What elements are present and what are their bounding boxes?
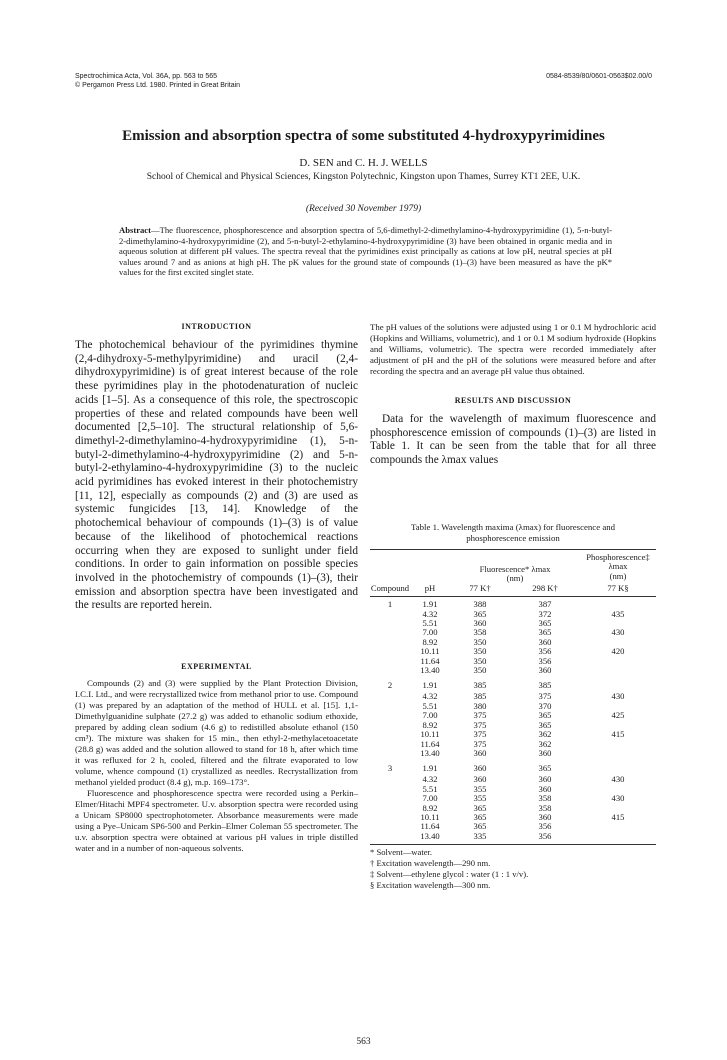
compound-header: Compound — [370, 582, 410, 593]
table-cell: 358 — [538, 802, 552, 813]
table-cell: 430 — [611, 691, 625, 702]
table-cell — [580, 758, 656, 775]
table-cell: 387 — [538, 599, 552, 610]
table-cell: 11.64 — [420, 738, 440, 749]
table-cell: 13.40 — [420, 747, 440, 758]
phosphorescence-header — [580, 553, 656, 584]
table-cell: 8.92 — [422, 719, 438, 730]
table-cell — [370, 749, 410, 758]
journal-citation — [75, 72, 240, 90]
results-heading: RESULTS AND DISCUSSION — [454, 396, 572, 405]
table-cell: 430 — [611, 627, 625, 638]
table-cell: 7.00 — [422, 793, 438, 804]
table-header — [370, 553, 656, 593]
table-cell: 11.64 — [420, 821, 440, 832]
table-header-rule — [370, 596, 656, 597]
table-cell: 365 — [538, 710, 552, 721]
received-date: (Received 30 November 1979) — [305, 204, 422, 214]
table-cell: 375 — [473, 719, 487, 730]
table-cell — [370, 775, 410, 784]
table-cell: 5.51 — [422, 700, 438, 711]
table-cell — [580, 822, 656, 831]
table-cell: 356 — [538, 821, 552, 832]
phosphorescence-header-label: Phosphorescence‡ λmax — [586, 552, 650, 572]
table-row — [370, 794, 656, 803]
table-cell — [580, 657, 656, 666]
table-cell: 365 — [538, 618, 552, 629]
table-cell: 365 — [538, 763, 552, 774]
abstract-label: Abstract — [119, 225, 151, 235]
table-row — [370, 628, 656, 637]
table-cell — [370, 822, 410, 831]
experimental-paragraph-1: Compounds (2) and (3) were supplied by the Plant Protection Division, I.C.I. Ltd., and were recrystallized twice from methanol prior to use. Compound (1) was prepared by an adaptation of the method of HULL et al. [15]. 1,1-Dimethylguanidine sulphate (27.2 g) was added to ethanolic sodium ethoxide, prepared by adding clean sodium (4.6 g) to redistilled absolute ethanol (150 cm³). The mixture was shaken for 15 min., then ethyl-2-methylacetoacetate (28.8 g) was added and the solution allowed to stand for 18 h, after which time it was refluxed for 2 h, cooled, filtered and the filtrate evaporated to low volume, whence compound (1) crystallized as needles. Recrystallization from methanol yielded product (8.4 g), m.p. 169–173°. — [75, 678, 358, 787]
table-cell: 385 — [473, 680, 487, 691]
affiliation: School of Chemical and Physical Sciences, Kingston Polytechnic, Kingston upon Thames, Surrey KT1 2EE, U.K. — [146, 172, 581, 182]
table-cell: 355 — [473, 793, 487, 804]
table-cell — [370, 730, 410, 739]
table-cell: 335 — [473, 830, 487, 841]
experimental-section — [75, 678, 358, 854]
table-cell — [370, 666, 410, 675]
footnote: ‡ Solvent—ethylene glycol : water (1 : 1 v/v). — [370, 869, 529, 880]
footnote: † Excitation wavelength—290 nm. — [370, 858, 491, 869]
table-cell: 3 — [387, 763, 393, 774]
table-cell: 4.32 — [422, 691, 438, 702]
table-cell: 365 — [473, 608, 487, 619]
table-cell: 5.51 — [422, 618, 438, 629]
table-cell: 13.40 — [420, 830, 440, 841]
table-cell: 355 — [473, 783, 487, 794]
table-cell: 420 — [611, 646, 625, 657]
table-cell: 362 — [538, 729, 552, 740]
table-cell — [370, 692, 410, 701]
table-1 — [370, 553, 656, 891]
table-row — [370, 610, 656, 619]
experimental-paragraph-2: Fluorescence and phosphorescence spectra were recorded using a Perkin–Elmer/Hitachi MPF4 spectrometer. U.v. absorption spectra were recorded using a Unicam SP8000 spectrophotometer. Absorbance measurements were made using a Pye–Unicam SP6-500 and Perkin–Elmer Coleman 55 spectrometer. The u.v. absorption spectra were obtained at various pH values in triple distilled water and in a number of non-aqueous solvents. — [75, 788, 358, 853]
table-cell: 8.92 — [422, 636, 438, 647]
table-cell: 362 — [538, 738, 552, 749]
table-row — [370, 740, 656, 749]
table-cell — [370, 813, 410, 822]
table-cell: 435 — [611, 608, 625, 619]
table-row — [370, 647, 656, 656]
table-cell — [370, 721, 410, 730]
fluor-77k-header: 77 K† — [469, 582, 491, 593]
table-cell — [580, 749, 656, 758]
table-cell: 360 — [538, 665, 552, 676]
table-cell: 360 — [473, 774, 487, 785]
table-row — [370, 711, 656, 720]
table-cell: 10.11 — [420, 729, 440, 740]
table-cell: 4.32 — [422, 774, 438, 785]
table-cell — [580, 740, 656, 749]
table-cell: 350 — [473, 636, 487, 647]
ph-adjustment-paragraph: The pH values of the solutions were adjusted using 1 or 0.1 M hydrochloric acid (Hopkins and Williams, volumetric), and 1 or 0.1 M sodium hydroxide (Hopkins and Williams, volumetric). The spectra were recorded immediately after adjustment of pH and the pH of the solutions were measured before and after recording the spectra and an average pH value thus obtained. — [370, 322, 656, 376]
table-caption-line-2: phosphorescence emission — [466, 533, 560, 543]
abstract — [119, 225, 612, 278]
footnote: § Excitation wavelength—300 nm. — [370, 880, 491, 891]
fluorescence-header-unit: (nm) — [506, 573, 524, 584]
table-cell: 360 — [473, 747, 487, 758]
table-cell: 5.51 — [422, 783, 438, 794]
table-row — [370, 758, 656, 775]
introduction-heading: INTRODUCTION — [181, 322, 252, 331]
table-cell — [580, 675, 656, 692]
table-body — [370, 600, 656, 841]
table-cell: 1.91 — [422, 599, 438, 610]
fluorescence-header-label: Fluorescence* λmax — [479, 564, 551, 574]
table-cell — [370, 711, 410, 720]
table-caption-line-1: Table 1. Wavelength maxima (λmax) for fluorescence and — [410, 522, 616, 532]
table-cell: 372 — [538, 608, 552, 619]
table-cell: 8.92 — [422, 802, 438, 813]
table-cell: 10.11 — [420, 811, 440, 822]
table-cell — [370, 794, 410, 803]
table-cell — [580, 666, 656, 675]
phos-77k-header: 77 K§ — [607, 582, 629, 593]
table-cell: 11.64 — [420, 655, 440, 666]
table-row — [370, 813, 656, 822]
fluor-298k-header: 298 K† — [532, 582, 558, 593]
table-footnotes — [370, 847, 656, 891]
table-cell: 370 — [538, 700, 552, 711]
table-cell: 4.32 — [422, 608, 438, 619]
table-cell: 375 — [473, 729, 487, 740]
table-cell — [370, 740, 410, 749]
table-cell: 350 — [473, 655, 487, 666]
table-row — [370, 730, 656, 739]
table-cell — [580, 832, 656, 841]
table-row — [370, 775, 656, 784]
table-cell: 356 — [538, 655, 552, 666]
table-caption — [370, 522, 656, 544]
table-cell: 415 — [611, 729, 625, 740]
experimental-heading: EXPERIMENTAL — [181, 662, 252, 671]
table-cell: 425 — [611, 710, 625, 721]
table-cell: 360 — [473, 763, 487, 774]
table-cell: 13.40 — [420, 665, 440, 676]
journal-line-2: © Pergamon Press Ltd. 1980. Printed in Great Britain — [75, 82, 241, 89]
table-cell: 2 — [387, 680, 393, 691]
table-cell: 365 — [538, 719, 552, 730]
footnote: * Solvent—water. — [370, 847, 433, 858]
table-cell: 430 — [611, 774, 625, 785]
table-row — [370, 749, 656, 758]
table-cell: 10.11 — [420, 646, 440, 657]
table-cell: 365 — [473, 821, 487, 832]
table-cell — [370, 657, 410, 666]
article-code: 0584-8539/80/0601-0563$02.00/0 — [546, 73, 652, 80]
table-cell: 365 — [538, 627, 552, 638]
table-cell: 360 — [473, 618, 487, 629]
table-row — [370, 675, 656, 692]
table-cell: 380 — [473, 700, 487, 711]
table-cell: 1.91 — [422, 763, 438, 774]
journal-line-1: Spectrochimica Acta, Vol. 36A, pp. 563 to 565 — [75, 73, 218, 80]
table-cell: 360 — [538, 747, 552, 758]
results-paragraph: Data for the wavelength of maximum fluorescence and phosphorescence emission of compounds (1)–(3) are listed in Table 1. It can be seen from the table that for all three compounds the λmax values — [370, 413, 656, 467]
table-row — [370, 666, 656, 675]
fluorescence-header — [450, 553, 580, 584]
page-number: 563 — [356, 1037, 371, 1047]
table-top-rule — [370, 549, 656, 550]
table-cell: 360 — [538, 636, 552, 647]
table-cell: 358 — [473, 627, 487, 638]
table-row — [370, 832, 656, 841]
phosphorescence-header-unit: (nm) — [609, 570, 627, 581]
table-cell: 7.00 — [422, 710, 438, 721]
table-cell: 375 — [473, 710, 487, 721]
table-cell: 360 — [538, 783, 552, 794]
table-bottom-rule — [370, 844, 656, 845]
table-cell: 385 — [538, 680, 552, 691]
table-cell: 360 — [538, 774, 552, 785]
table-cell — [370, 628, 410, 637]
table-cell: 388 — [473, 599, 487, 610]
table-cell: 350 — [473, 665, 487, 676]
table-cell: 375 — [538, 691, 552, 702]
table-row — [370, 692, 656, 701]
table-cell: 365 — [473, 811, 487, 822]
table-cell — [370, 619, 410, 628]
table-cell: 365 — [473, 802, 487, 813]
table-cell: 1.91 — [422, 680, 438, 691]
table-cell — [370, 638, 410, 647]
table-cell — [370, 804, 410, 813]
table-cell: 385 — [473, 691, 487, 702]
table-row — [370, 657, 656, 666]
table-cell: 358 — [538, 793, 552, 804]
introduction-text: The photochemical behaviour of the pyrimidines thymine (2,4-dihydroxy-5-methylpyrimidine) and uracil (2,4-dihydroxypyrimidine) is of great interest because of the role these pyrimidines play in the photodenaturation of nucleic acids [1–5]. As a consequence of this role, the spectroscopic properties of these and related compounds have been well documented [2,5–10]. The structural relationship of 5,6-dimethyl-2-dimethylamino-4-hydroxypyrimidine (1), 5-n-butyl-2-dimethylamino-4-hydroxypyrimidine (2) and 5-n-butyl-2-ethylamino-4-hydroxypyrimidine (3) to the nucleic acid pyrimidines has evoked interest in their photochemistry [11, 12], especially as compounds (2) and (3) are used as systemic fungicides [13, 14]. Knowledge of the photochemical behaviour of compounds (1)–(3) is of value because of the likelihood of photochemical reactions occurring when they are exposed to sunlight under field conditions. In order to gain information on possible species involved in the photochemistry of compounds (1)–(3), their emission and absorption spectra have been investigated and the results are reported herein. — [75, 339, 358, 612]
table-cell: 356 — [538, 646, 552, 657]
table-cell — [370, 647, 410, 656]
table-cell: 350 — [473, 646, 487, 657]
table-cell — [370, 610, 410, 619]
table-cell: 1 — [387, 599, 393, 610]
abstract-text: —The fluorescence, phosphorescence and absorption spectra of 5,6-dimethyl-2-dimethylamino-4-hydroxypyrimidine (1), 5-n-butyl-2-dimethylamino-4-hydroxypyrimidine (2), and 5-n-butyl-2-ethylamino-4-hydroxypyrimidine (3) have been obtained in organic media and in aqueous solution at different pH values. The spectra reveal that the pyrimidines exist principally as cations at low pH, neutral species at pH values around 7 and as anions at high pH. The pK values for the ground state of compounds (1)–(3) have been measured as have the pK* values for the first excited singlet state. — [119, 225, 612, 277]
ph-header: pH — [424, 582, 436, 593]
table-row — [370, 822, 656, 831]
table-cell — [370, 702, 410, 711]
table-cell — [370, 832, 410, 841]
table-cell: 7.00 — [422, 627, 438, 638]
authors: D. SEN and C. H. J. WELLS — [299, 157, 428, 169]
table-cell: 356 — [538, 830, 552, 841]
table-cell: 415 — [611, 811, 625, 822]
article-title: Emission and absorption spectra of some substituted 4-hydroxypyrimidines — [122, 128, 605, 144]
table-cell: 375 — [473, 738, 487, 749]
table-cell — [370, 785, 410, 794]
table-cell: 360 — [538, 811, 552, 822]
table-cell: 430 — [611, 793, 625, 804]
